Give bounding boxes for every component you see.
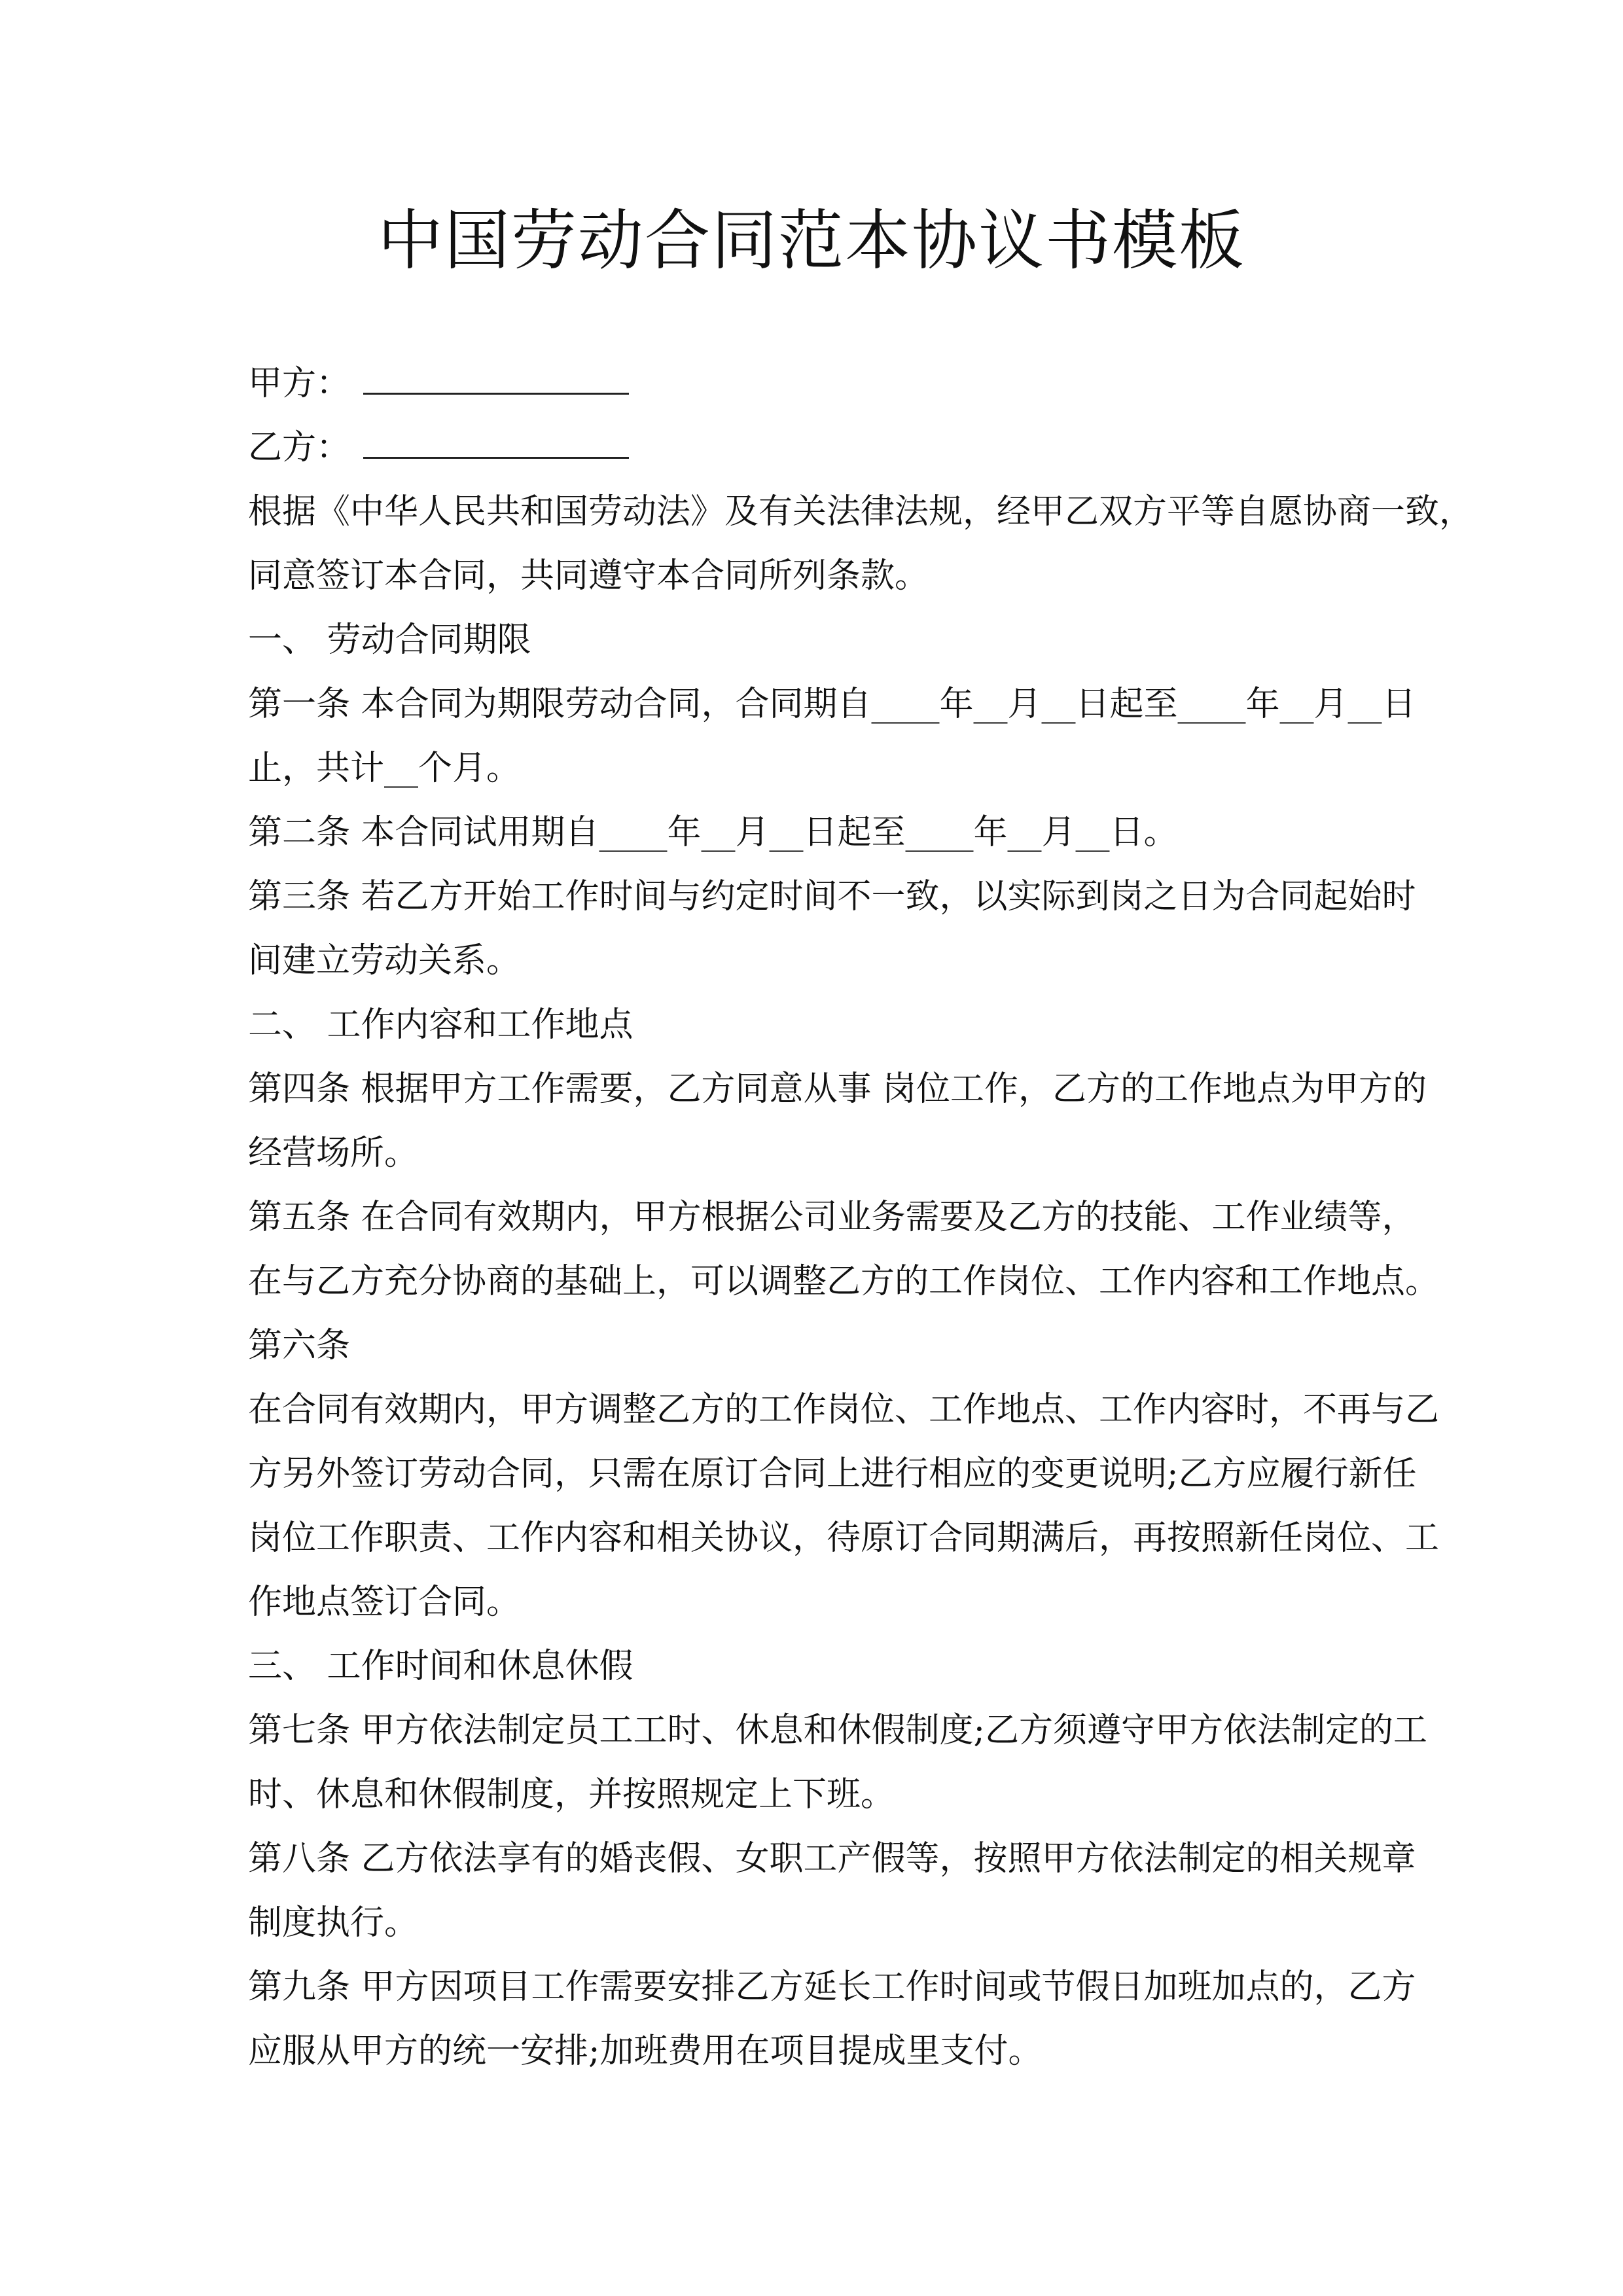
- text-line: 第五条 在合同有效期内，甲方根据公司业务需要及乙方的技能、工作业绩等，: [248, 1198, 1416, 1237]
- text-line: 止，共计__个月。: [248, 749, 521, 788]
- party-a-line: [248, 351, 1413, 416]
- section-heading: 二、 工作内容和工作地点: [248, 1005, 633, 1045]
- party-a-blank[interactable]: [363, 353, 629, 395]
- text-line: 方另外签订劳动合同，只需在原订合同上进行相应的变更说明;乙方应履行新任: [248, 1454, 1417, 1494]
- text-line: 作地点签订合同。: [248, 1583, 521, 1622]
- party-b-blank[interactable]: [363, 418, 629, 459]
- text-line: 第七条 甲方依法制定员工工时、休息和休假制度;乙方须遵守甲方依法制定的工: [248, 1711, 1428, 1750]
- party-b-line: [248, 416, 1413, 480]
- text-line: 经营场所。: [248, 1134, 419, 1173]
- text-line: 在合同有效期内，甲方调整乙方的工作岗位、工作地点、工作内容时，不再与乙: [248, 1390, 1440, 1429]
- text-line: 第三条 若乙方开始工作时间与约定时间不一致，以实际到岗之日为合同起始时: [248, 877, 1416, 916]
- text-line: 第二条 本合同试用期自____年__月__日起至____年__月__日。: [248, 813, 1178, 852]
- text-line: 制度执行。: [248, 1903, 419, 1943]
- text-line: 应服从甲方的统一安排;加班费用在项目提成里支付。: [248, 2032, 1043, 2071]
- text-line: 岗位工作职责、工作内容和相关协议，待原订合同期满后，再按照新任岗位、工: [248, 1518, 1440, 1558]
- text-line: 第九条 甲方因项目工作需要安排乙方延长工作时间或节假日加班加点的，乙方: [248, 1967, 1416, 2007]
- text-line: 时、休息和休假制度，并按照规定上下班。: [248, 1775, 895, 1814]
- document-body: [248, 351, 1474, 2083]
- text-line: 同意签订本合同，共同遵守本合同所列条款。: [248, 556, 929, 596]
- document-title: 中国劳动合同范本协议书模板: [378, 202, 1245, 279]
- text-line: 在与乙方充分协商的基础上，可以调整乙方的工作岗位、工作内容和工作地点。: [248, 1262, 1440, 1301]
- text-line: 第四条 根据甲方工作需要，乙方同意从事 岗位工作，乙方的工作地点为甲方的: [248, 1069, 1427, 1109]
- text-line: 间建立劳动关系。: [248, 941, 521, 980]
- party-a-label: 甲方：: [248, 364, 351, 403]
- text-line: 第一条 本合同为期限劳动合同，合同期自____年__月__日起至____年__月__日: [248, 685, 1416, 724]
- section-heading: 一、 劳动合同期限: [248, 620, 531, 660]
- text-line: 第八条 乙方依法享有的婚丧假、女职工产假等，按照甲方依法制定的相关规章: [248, 1839, 1416, 1878]
- text-line: 根据《中华人民共和国劳动法》及有关法律法规，经甲乙双方平等自愿协商一致，: [248, 492, 1474, 531]
- party-b-label: 乙方：: [248, 428, 351, 467]
- section-heading: 三、 工作时间和休息休假: [248, 1647, 633, 1686]
- text-line: 第六条: [248, 1326, 351, 1365]
